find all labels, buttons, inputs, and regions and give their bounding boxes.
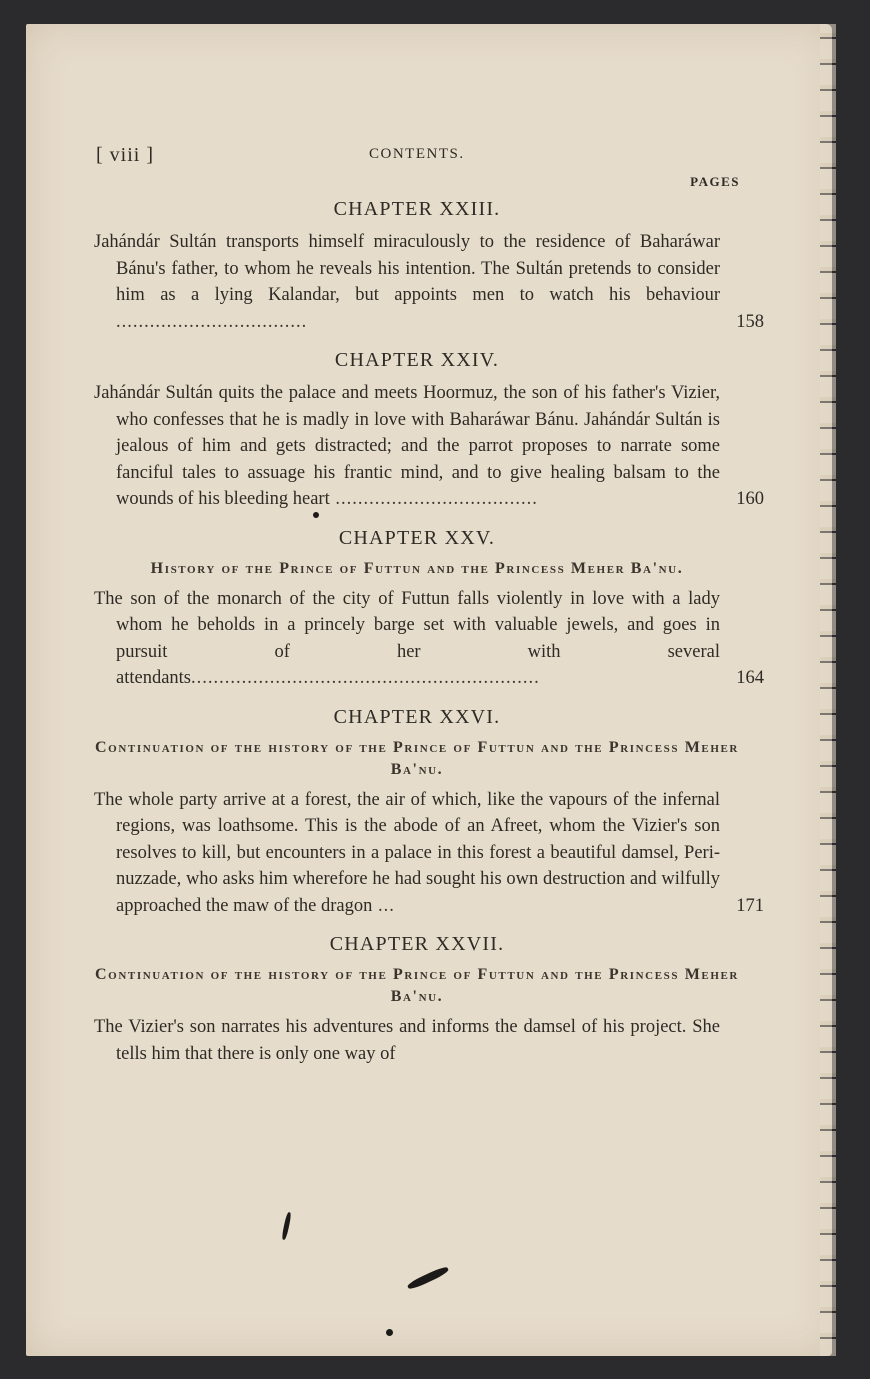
summary-text: Jahándár Sultán quits the palace and meets Hoormuz, the son of his father's Vizier, who confesses that he is madly in love with Baharáwar Bánu. Jahándár Sultán is jealous of him and gets distracted; and the parrot proposes to narrate some fanciful tales to assuage his frantic mind, and to give healing balsam to the wounds of his bleeding heart [94,383,720,509]
ink-blot [386,1329,393,1336]
chapter-summary [94,1014,720,1067]
chapter-title: CHAPTER XXVII. [329,933,505,955]
ink-blot [313,512,319,518]
chapter-title: CHAPTER XXIII. [333,198,501,220]
summary-text: The son of the monarch of the city of Futtun falls violently in love with a lady whom he beholds in a princely barge set with valuable jewels, and goes in pursuit of her with several attendants [94,588,720,688]
summary-text: The Vizier's son narrates his adventures and informs the damsel of his project. She tells him that there is only one way of [94,1017,720,1064]
ink-blot [406,1265,449,1291]
dot-leader: ... [372,895,395,916]
chapter-subtitle: Continuation of the history of the Prince of Futtun and the Princess Meher Ba'nu. [95,738,739,778]
chapter-entry-23 [94,194,764,335]
dot-leader: .................................. [116,311,308,332]
chapter-entry-25 [94,523,764,692]
contents-list [94,194,764,1077]
chapter-title: CHAPTER XXV. [338,526,496,549]
page-number: [ viii ] [96,144,154,166]
chapter-summary [94,229,764,335]
chapter-subtitle: History of the Prince of Futtun and the Princess Meher Ba'nu. [150,559,684,577]
torn-edge [820,24,836,1356]
page-ref: 171 [736,895,764,916]
page-header [96,144,736,174]
chapter-title: CHAPTER XXIV. [334,349,500,371]
chapter-entry-26 [94,702,764,920]
pages-column-label: PAGES [690,174,740,189]
running-title: CONTENTS. [369,146,465,162]
chapter-summary [94,380,764,513]
page-ref: 158 [736,311,764,332]
chapter-title: CHAPTER XXVI. [333,705,501,728]
page-ref: 164 [736,668,764,688]
dot-leader: .............................................................. [191,668,540,688]
chapter-entry-24 [94,345,764,513]
page-ref: 160 [736,489,764,509]
summary-text: Jahándár Sultán transports himself miraculously to the residence of Baharáwar Bánu's father, to whom he reveals his intention. The Sultán pretends to consider him as a lying Kalandar, but appoints men to watch his behaviour [94,232,720,305]
chapter-subtitle: Continuation of the history of the Prince of Futtun and the Princess Meher Ba'nu. [95,966,739,1005]
chapter-entry-27 [94,929,740,1067]
chapter-summary [94,586,764,692]
chapter-summary [94,787,764,920]
dot-leader: .................................... [329,489,538,509]
summary-text: The whole party arrive at a forest, the air of which, like the vapours of the infernal regions, was loathsome. This is the abode of an Afreet, whom the Vizier's son resolves to kill, but encounters in a palace in this forest a beautiful damsel, Peri-nuzzade, who asks him wherefore he had sought his own destruction and wilfully approached the maw of the dragon [94,789,720,916]
book-page [26,24,832,1356]
ink-blot [281,1212,292,1240]
